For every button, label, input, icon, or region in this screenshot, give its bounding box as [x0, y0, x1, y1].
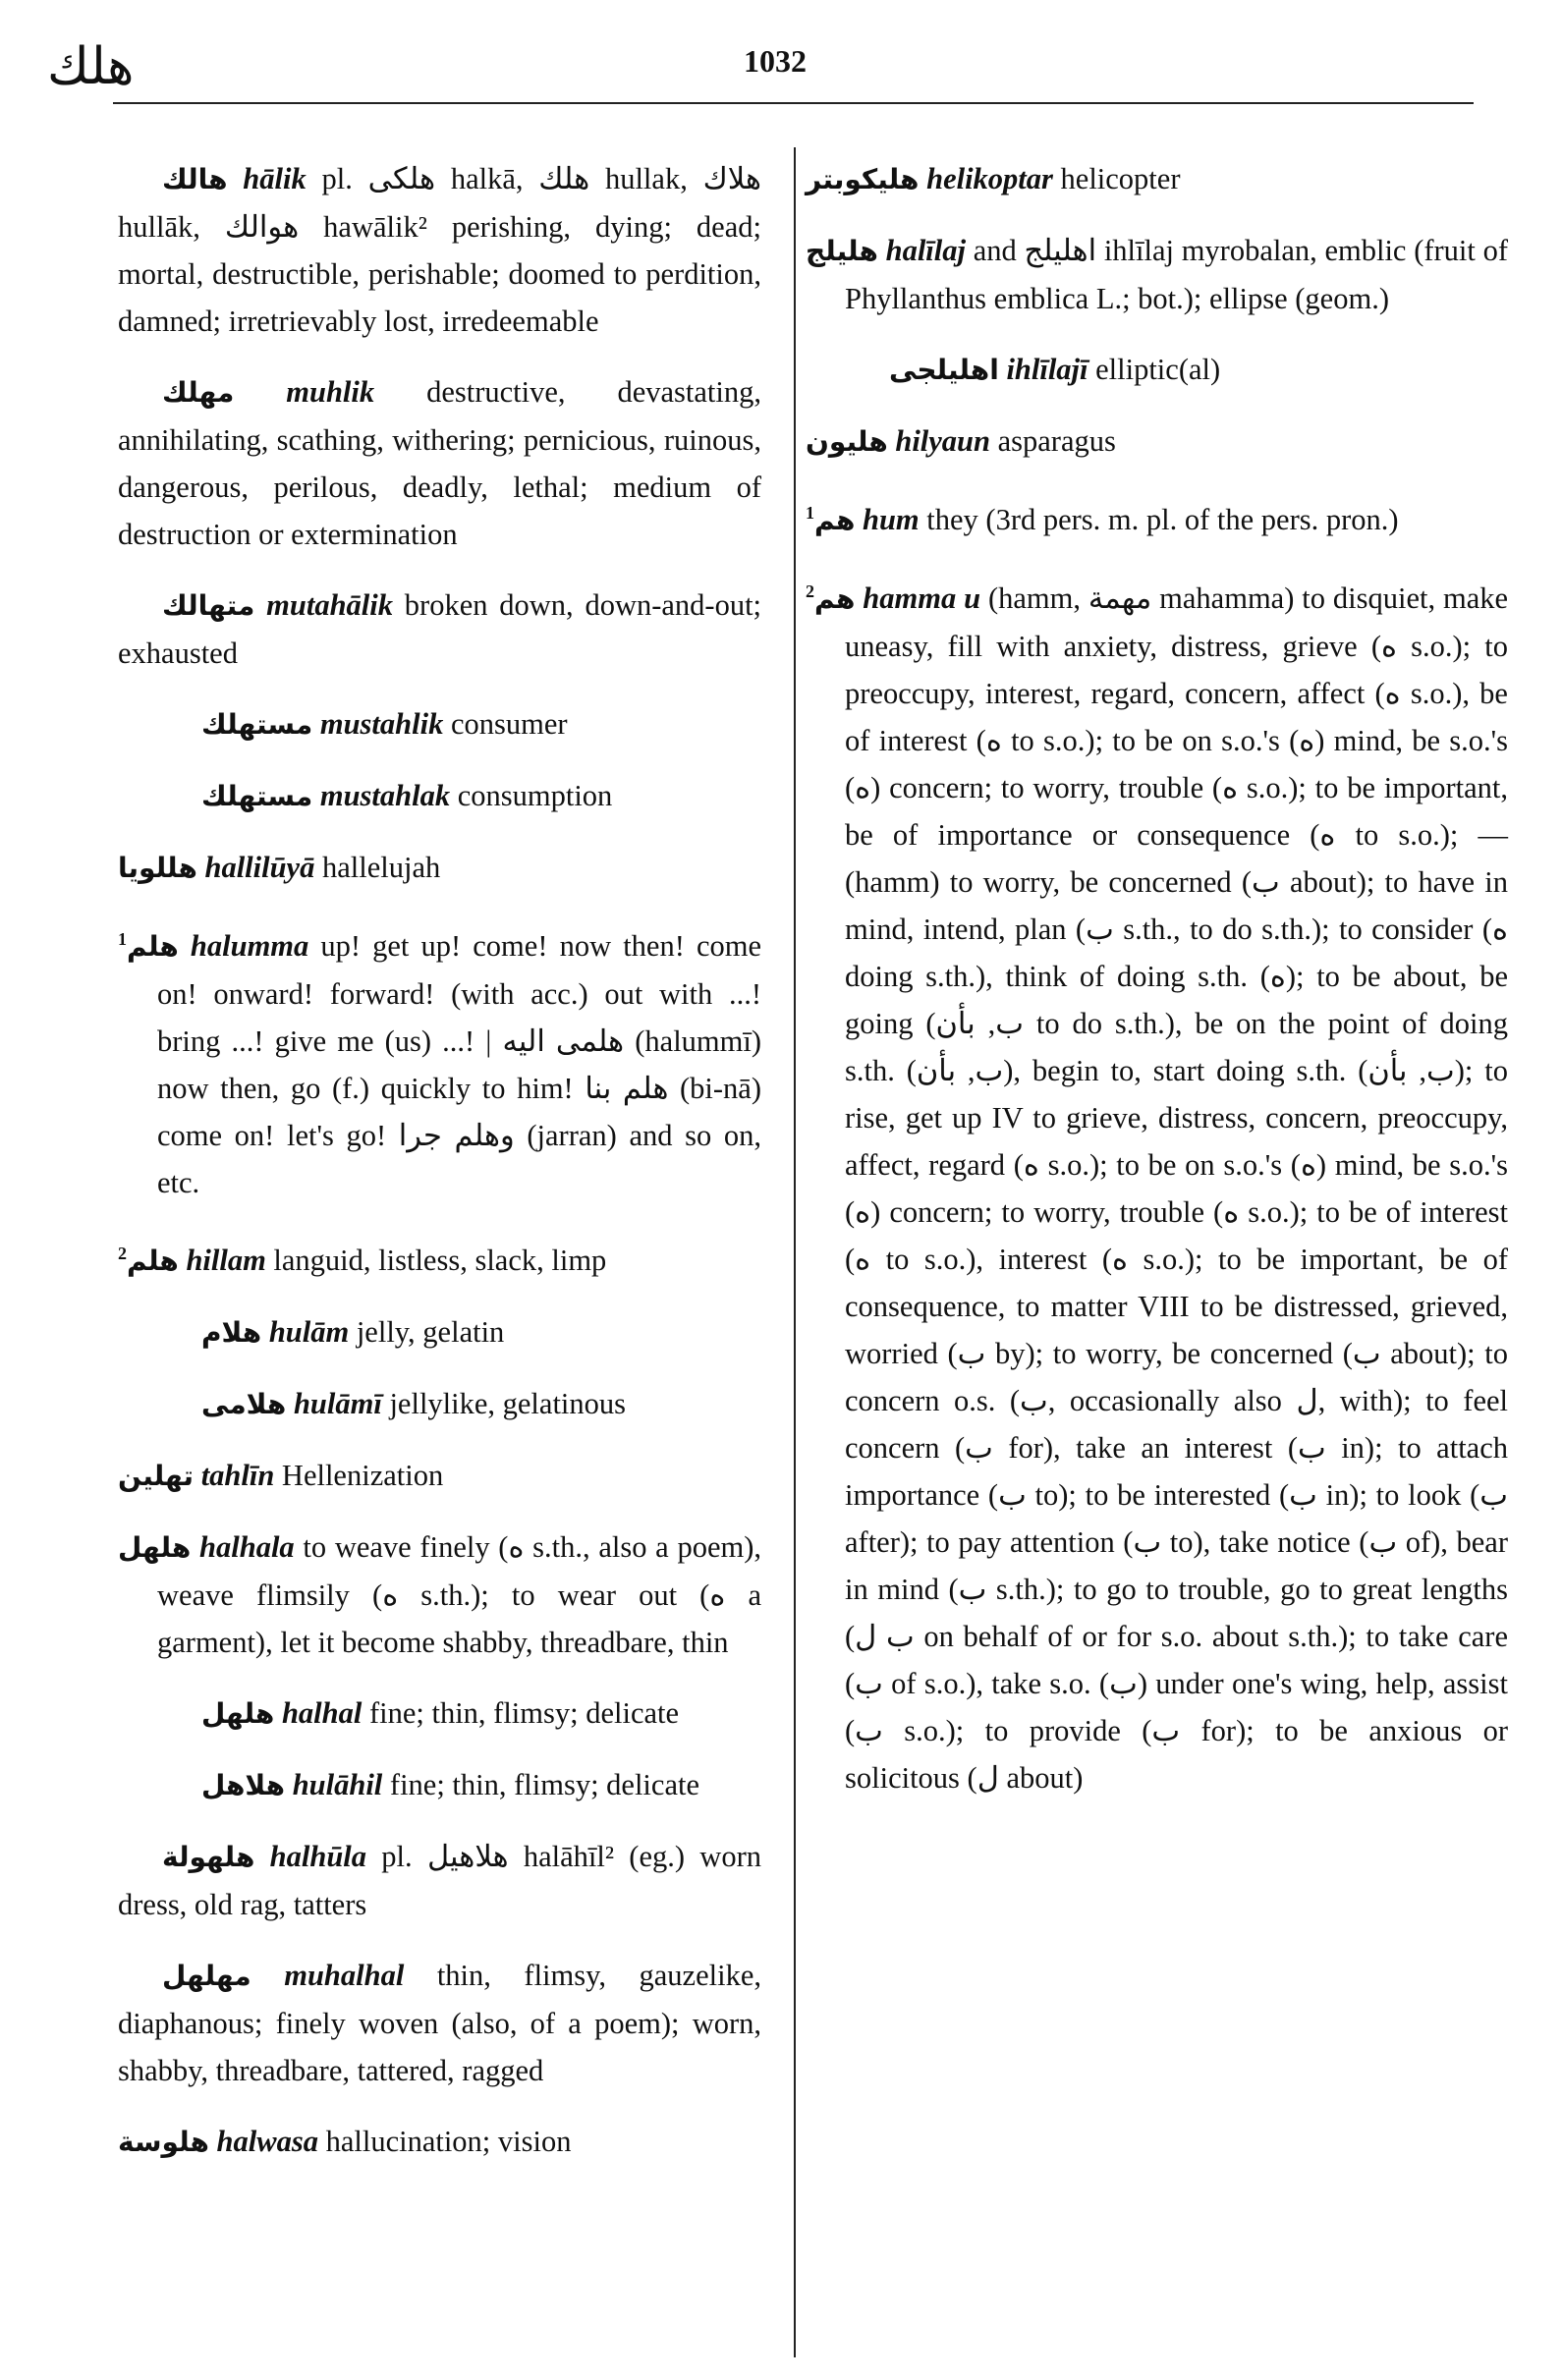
dictionary-entry	[118, 1452, 761, 1500]
entry-definition: elliptic(al)	[1095, 353, 1221, 386]
headword-arabic: هلامى	[201, 1388, 287, 1421]
headword-arabic: مستهلك	[201, 708, 313, 741]
headword-transliteration: ihlīlajī	[1006, 353, 1088, 386]
homograph-number: 1	[118, 929, 127, 949]
homograph-number: 1	[806, 503, 814, 523]
entry-definition: jellylike, gelatinous	[389, 1387, 627, 1421]
headword-transliteration: hulāmī	[293, 1387, 382, 1421]
headword-arabic: مهلك	[162, 376, 235, 409]
dictionary-entry	[118, 1523, 761, 1666]
entry-definition: hallelujah	[321, 851, 441, 884]
entry-definition: jelly, gelatin	[356, 1315, 505, 1350]
page-number: 1032	[744, 43, 807, 79]
left-column	[118, 155, 761, 2189]
headword-arabic: اهليلجى	[889, 354, 999, 386]
headword-arabic: تهلين	[118, 1460, 195, 1493]
dictionary-entry	[806, 346, 1508, 394]
headword-transliteration: mustahlik	[319, 707, 444, 741]
headword-transliteration: halhala	[199, 1530, 295, 1565]
entry-definition: they (3rd pers. m. pl. of the pers. pron.)	[926, 503, 1399, 537]
dictionary-entry	[118, 1308, 761, 1356]
column-divider	[794, 147, 796, 2357]
headword-arabic: هليكوبتر	[806, 163, 920, 195]
headword-transliteration: helikoptar	[926, 162, 1053, 195]
headword-transliteration: hamma u	[863, 581, 981, 616]
entry-definition: broken down, down-and-out; exhausted	[118, 588, 762, 670]
headword-transliteration: hulāhil	[292, 1768, 383, 1802]
entry-definition: fine; thin, flimsy; delicate	[389, 1768, 699, 1802]
headword-arabic: هلهل	[118, 1531, 192, 1565]
headword-transliteration: hallilūyā	[204, 851, 315, 884]
headword-transliteration: muhalhal	[284, 1959, 405, 1993]
headword-transliteration: hillam	[186, 1244, 266, 1278]
headword-transliteration: hum	[863, 503, 920, 537]
headword-arabic: هلهل	[201, 1697, 275, 1731]
entry-definition: consumer	[450, 707, 568, 741]
entry-definition: pl. هلكى halkā, هلك hullak, هلاك hullāk, هوالك hawālik² perishing, dying; dead; mortal, destructible, perishable; doomed to perdition, damned; irretrievably lost, irredeemable	[118, 162, 762, 338]
dictionary-entry	[118, 700, 761, 748]
headword-arabic: هليون	[806, 425, 888, 458]
headword-arabic: هالك	[162, 163, 228, 195]
headword-arabic: مستهلك	[201, 780, 313, 812]
dictionary-entry	[118, 1833, 761, 1928]
headword-transliteration: mutahālik	[266, 588, 393, 622]
homograph-number: 2	[118, 1244, 127, 1264]
entry-definition: languid, listless, slack, limp	[273, 1244, 607, 1278]
entry-definition: and اهليلج ihlīlaj myrobalan, emblic (fruit of Phyllanthus emblica L.; bot.); ellipse (geom.)	[845, 234, 1508, 315]
entry-definition: helicopter	[1060, 162, 1181, 195]
entry-definition: pl. هلاهيل halāhīl² (eg.) worn dress, old rag, tatters	[118, 1840, 761, 1922]
headword-transliteration: tahlīn	[200, 1459, 275, 1493]
entry-definition: (hamm, مهمة mahamma) to disquiet, make uneasy, fill with anxiety, distress, grieve (ه s.o.); to preoccupy, interest, regard, concern, affect (ه s.o.), be of interest (ه to s.o.); to be on s.o.'s (ه) mind, be s.o.'s (ه) concern; to worry, trouble (ه s.o.); to be important, be of importance or consequence (ه to s.o.); — (hamm) to worry, be concerned (ب about); to have in mind, intend, plan (ب s.th., to do s.th.); to consider (ه doing s.th.), think of doing s.th. (ه); to be about, be going (ب, بأن to do s.th.), be on the point of doing s.th. (ب, بأن), begin to, start doing s.th. (ب, بأن); to rise, get up IV to grieve, distress, concern, preoccupy, affect, regard (ه s.o.); to be on s.o.'s (ه) mind, be s.o.'s (ه) concern; to worry, trouble (ه s.o.); to be of interest (ه to s.o.), interest (ه s.o.); to be important, be of consequence, to matter VIII to be distressed, grieved, worried (ب by); to worry, be concerned (ب about); to concern o.s. (ب, occasionally also ل, with); to feel concern (ب for), take an interest (ب in); to attach importance (ب to); to be interested (ب in); to look (ب after); to pay attention (ب to), take notice (ب of), bear in mind (ب s.th.); to go to trouble, go to great lengths (ب ل on behalf of or for s.o. about s.th.); to take care (ب of s.o.), take s.o. (ب) under one's wing, help, assist (ب s.o.); to provide (ب for); to be anxious or solicitous (ل about)	[845, 581, 1509, 1796]
dictionary-entry	[806, 155, 1508, 203]
dictionary-entry	[118, 772, 761, 820]
headword-arabic: هم	[814, 504, 856, 537]
entry-definition: hallucination; vision	[325, 2125, 572, 2159]
dictionary-entry	[118, 844, 761, 892]
headword-arabic: متهالك	[162, 589, 255, 622]
headword-arabic: مهلهل	[162, 1960, 251, 1993]
dictionary-entry	[118, 155, 761, 345]
homograph-number: 2	[806, 581, 814, 602]
headword-transliteration: halīlaj	[885, 234, 966, 267]
entry-definition: destructive, devastating, annihilating, scathing, withering; pernicious, ruinous, dangerous, perilous, deadly, lethal; medium of destruction or extermination	[118, 375, 762, 551]
dictionary-entry	[118, 581, 761, 677]
entry-definition: consumption	[457, 779, 613, 812]
entry-definition: thin, flimsy, gauzelike, diaphanous; finely woven (also, of a poem); worn, shabby, threadbare, tattered, ragged	[118, 1959, 761, 2088]
dictionary-entry	[806, 489, 1508, 544]
header-rule	[113, 102, 1474, 104]
headword-transliteration: mustahlak	[319, 779, 451, 812]
dictionary-entry	[806, 568, 1508, 1801]
entry-definition: to weave finely (ه s.th., also a poem), weave flimsily (ه s.th.); to wear out (ه a garment), let it become shabby, threadbare, thin	[157, 1530, 761, 1660]
headword-arabic: هلم	[127, 930, 179, 964]
dictionary-entry	[118, 1689, 761, 1738]
headword-arabic: هلهولة	[162, 1841, 255, 1874]
headword-transliteration: halhūla	[269, 1840, 367, 1874]
headword-arabic: هلم	[127, 1245, 179, 1278]
headword-arabic: هلاهل	[201, 1769, 286, 1802]
dictionary-entry	[118, 368, 761, 558]
entry-definition: Hellenization	[281, 1459, 444, 1493]
headword-arabic: هلوسة	[118, 2126, 209, 2159]
headword-arabic: هللويا	[118, 852, 197, 884]
headword-transliteration: hālik	[243, 162, 307, 195]
dictionary-entry	[118, 2118, 761, 2166]
entry-definition: up! get up! come! now then! come on! onward! forward! (with acc.) out with ...! bring ...! give me (us) ...! | هلمى اليه (halummī) now then, go (f.) quickly to him! هلم بنا (bi-nā) come on! let's go! وهلم جرا (jarran) and so on, etc.	[157, 929, 762, 1200]
headword-arabic: هم	[814, 582, 856, 616]
dictionary-entry	[118, 1380, 761, 1428]
headword-transliteration: halhal	[281, 1696, 363, 1731]
entry-definition: fine; thin, flimsy; delicate	[368, 1696, 680, 1731]
dictionary-entry	[118, 1761, 761, 1809]
headword-arabic: هلام	[201, 1316, 262, 1350]
headword-transliteration: halwasa	[216, 2125, 318, 2159]
dictionary-entry	[118, 915, 761, 1206]
entry-definition: asparagus	[997, 424, 1116, 458]
right-column	[806, 155, 1508, 1825]
dictionary-entry	[118, 1230, 761, 1285]
headword-transliteration: halumma	[190, 929, 309, 964]
dictionary-entry	[806, 227, 1508, 322]
header-root-arabic: هلك	[47, 37, 135, 96]
headword-transliteration: muhlik	[286, 375, 375, 409]
dictionary-entry	[118, 1952, 761, 2094]
headword-transliteration: hulām	[268, 1315, 350, 1350]
headword-arabic: هليلج	[806, 235, 878, 267]
dictionary-entry	[806, 417, 1508, 466]
headword-transliteration: hilyaun	[895, 424, 990, 458]
